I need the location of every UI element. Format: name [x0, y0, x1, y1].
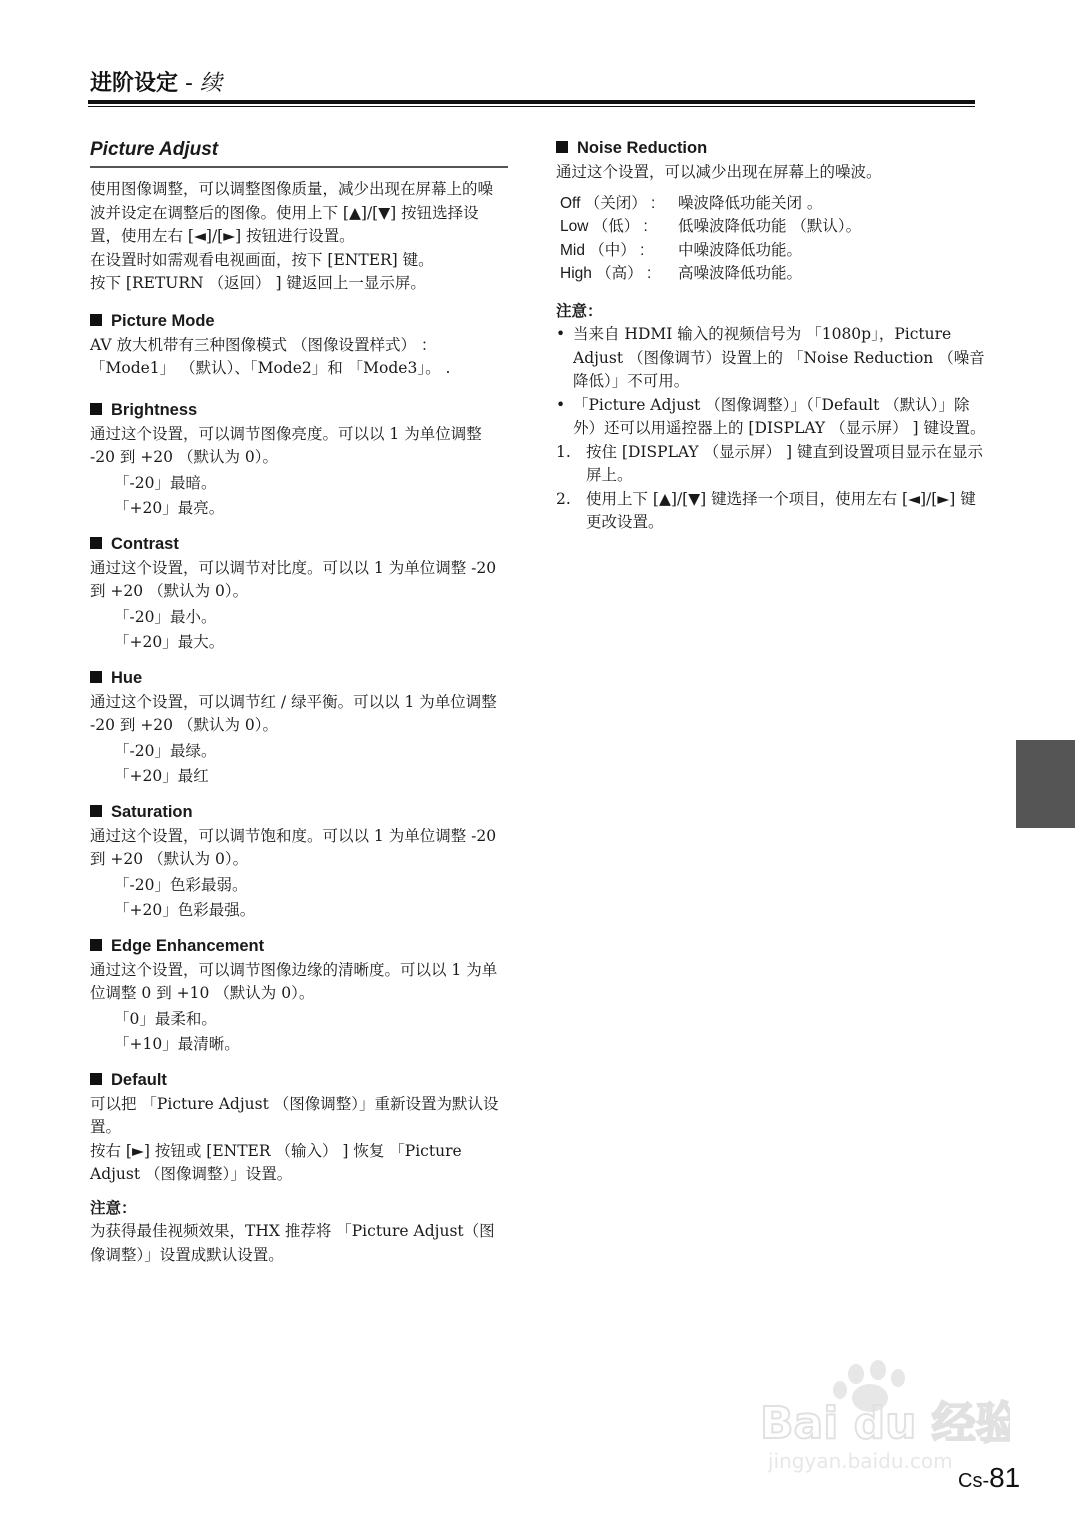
- section-title-picture-adjust: Picture Adjust: [90, 137, 508, 168]
- heading-text: Saturation: [111, 802, 193, 821]
- noise-option-high: [556, 262, 986, 286]
- right-column: [556, 137, 986, 535]
- brightness-item-min: 「-20」最暗。: [114, 473, 217, 492]
- option-value: 低噪波降低功能 （默认）。: [678, 217, 862, 235]
- noise-options: [556, 192, 986, 286]
- watermark-url: jingyan.baidu.com: [768, 1449, 953, 1473]
- heading-saturation: [90, 801, 508, 823]
- note-bullets: [556, 323, 986, 441]
- square-bullet-icon: [90, 939, 102, 951]
- intro-paragraph-2: 在设置时如需观看电视画面，按下 [ENTER] 键。: [90, 250, 434, 269]
- header-rule-thin: [88, 106, 975, 107]
- heading-text: Brightness: [111, 400, 198, 419]
- heading-noise-reduction: [556, 137, 986, 159]
- saturation-item-max: 「+20」色彩最强。: [114, 901, 256, 919]
- saturation-item-min: 「-20」色彩最弱。: [114, 875, 248, 894]
- option-value: 高噪波降低功能。: [678, 264, 803, 282]
- heading-text: Contrast: [111, 534, 179, 553]
- brightness-text: 通过这个设置，可以调节图像亮度。可以以 1 为单位调整 -20 到 +20 （默认为 0）。: [90, 424, 482, 466]
- option-key: Off （关闭） :: [560, 194, 656, 212]
- heading-text: Edge Enhancement: [111, 936, 265, 955]
- contrast-item-max: 「+20」最大。: [114, 633, 225, 651]
- intro-paragraph-1: 使用图像调整，可以调整图像质量，减少出现在屏幕上的噪波并设定在调整后的图像。使用上下 [▲]/[▼] 按钮选择设置，使用左右 [◄]/[►] 按钮进行设置。: [90, 180, 494, 245]
- watermark-brand: Bai du 经验: [760, 1398, 1010, 1449]
- noise-option-mid: [556, 239, 986, 263]
- edge-text: 通过这个设置，可以调节图像边缘的清晰度。可以以 1 为单位调整 0 到 +10 （默认为 0）。: [90, 960, 498, 1002]
- note-step-1: [556, 441, 986, 488]
- header-continued: 续: [199, 71, 222, 96]
- left-note-heading: 注意：: [90, 1199, 137, 1217]
- default-text-1: 可以把 「Picture Adjust （图像调整）」重新设置为默认设置。: [90, 1094, 499, 1136]
- step-number: 2.: [556, 489, 571, 508]
- square-bullet-icon: [90, 314, 102, 326]
- page-header-title: [90, 66, 222, 97]
- left-column: [90, 137, 508, 1267]
- chapter-side-tab: [1016, 740, 1075, 828]
- note-bullet-1: • 当来自 HDMI 输入的视频信号为 「1080p」，Picture Adjust （图像调节）设置上的 「Noise Reduction （噪音降低）」不可用。: [556, 323, 986, 394]
- option-key: High （高） :: [560, 265, 652, 282]
- square-bullet-icon: [90, 805, 102, 817]
- option-key: Mid （中） :: [560, 241, 645, 259]
- hue-item-max: 「+20」最红: [114, 767, 209, 785]
- contrast-item-min: 「-20」最小。: [114, 607, 217, 626]
- option-key: Low （低） :: [560, 218, 648, 235]
- heading-text: Default: [111, 1070, 167, 1089]
- picture-mode-text: AV 放大机带有三种图像模式 （图像设置样式） ：「Mode1」 （默认）、「Mode2」和 「Mode3」。 .: [90, 335, 451, 377]
- heading-edge-enhancement: [90, 935, 508, 957]
- heading-contrast: [90, 533, 508, 555]
- left-note-text: 为获得最佳视频效果，THX 推荐将 「Picture Adjust（图像调整）」设置成默认设置。: [90, 1222, 495, 1264]
- heading-picture-mode: [90, 310, 508, 332]
- page-number-value: 81: [989, 1462, 1021, 1493]
- noise-option-off: [556, 192, 986, 216]
- page-number: [958, 1462, 1020, 1494]
- intro-paragraph-3: 按下 [RETURN （返回） ] 键返回上一显示屏。: [90, 274, 426, 292]
- default-text-2: 按右 [►] 按钮或 [ENTER （输入） ] 恢复 「Picture Adjust （图像调整）」设置。: [90, 1141, 462, 1183]
- square-bullet-icon: [556, 141, 568, 153]
- right-note-heading: 注意：: [556, 302, 603, 320]
- heading-brightness: [90, 399, 508, 421]
- hue-item-min: 「-20」最绿。: [114, 741, 217, 760]
- page-number-prefix: Cs-: [958, 1470, 990, 1492]
- option-value: 噪波降低功能关闭 。: [678, 193, 823, 212]
- step-text: 按住 [DISPLAY （显示屏） ] 键直到设置项目显示在显示屏上。: [586, 442, 983, 484]
- contrast-text: 通过这个设置，可以调节对比度。可以以 1 为单位调整 -20 到 +20 （默认为 0）。: [90, 558, 497, 600]
- heading-text: Picture Mode: [111, 311, 215, 330]
- noise-text: 通过这个设置，可以减少出现在屏幕上的噪波。: [556, 163, 882, 181]
- heading-text: Hue: [111, 668, 143, 687]
- note-steps: [556, 441, 986, 535]
- note-step-2: [556, 488, 986, 535]
- edge-item-max: 「+10」最清晰。: [114, 1035, 240, 1053]
- square-bullet-icon: [90, 537, 102, 549]
- note-bullet-2: • 「Picture Adjust （图像调整）」（「Default （默认）」除外）还可以用遥控器上的 [DISPLAY （显示屏） ] 键设置。: [556, 394, 986, 441]
- square-bullet-icon: [90, 671, 102, 683]
- option-value: 中噪波降低功能。: [678, 240, 803, 259]
- hue-text: 通过这个设置，可以调节红 / 绿平衡。可以以 1 为单位调整 -20 到 +20 （默认为 0）。: [90, 692, 497, 734]
- brightness-item-max: 「+20」最亮。: [114, 499, 225, 517]
- header-rule-thick: [88, 100, 975, 104]
- square-bullet-icon: [90, 403, 102, 415]
- heading-default: [90, 1069, 508, 1091]
- heading-hue: [90, 667, 508, 689]
- header-separator: -: [178, 71, 200, 96]
- saturation-text: 通过这个设置，可以调节饱和度。可以以 1 为单位调整 -20 到 +20 （默认为 0）。: [90, 826, 497, 868]
- step-number: 1.: [556, 442, 571, 461]
- noise-option-low: [556, 215, 986, 239]
- step-text: 使用上下 [▲]/[▼] 键选择一个项目，使用左右 [◄]/[►] 键更改设置。: [586, 489, 976, 531]
- edge-item-min: 「0」最柔和。: [114, 1009, 217, 1028]
- heading-text: Noise Reduction: [577, 139, 708, 157]
- square-bullet-icon: [90, 1073, 102, 1085]
- header-title-text: 进阶设定: [90, 71, 179, 96]
